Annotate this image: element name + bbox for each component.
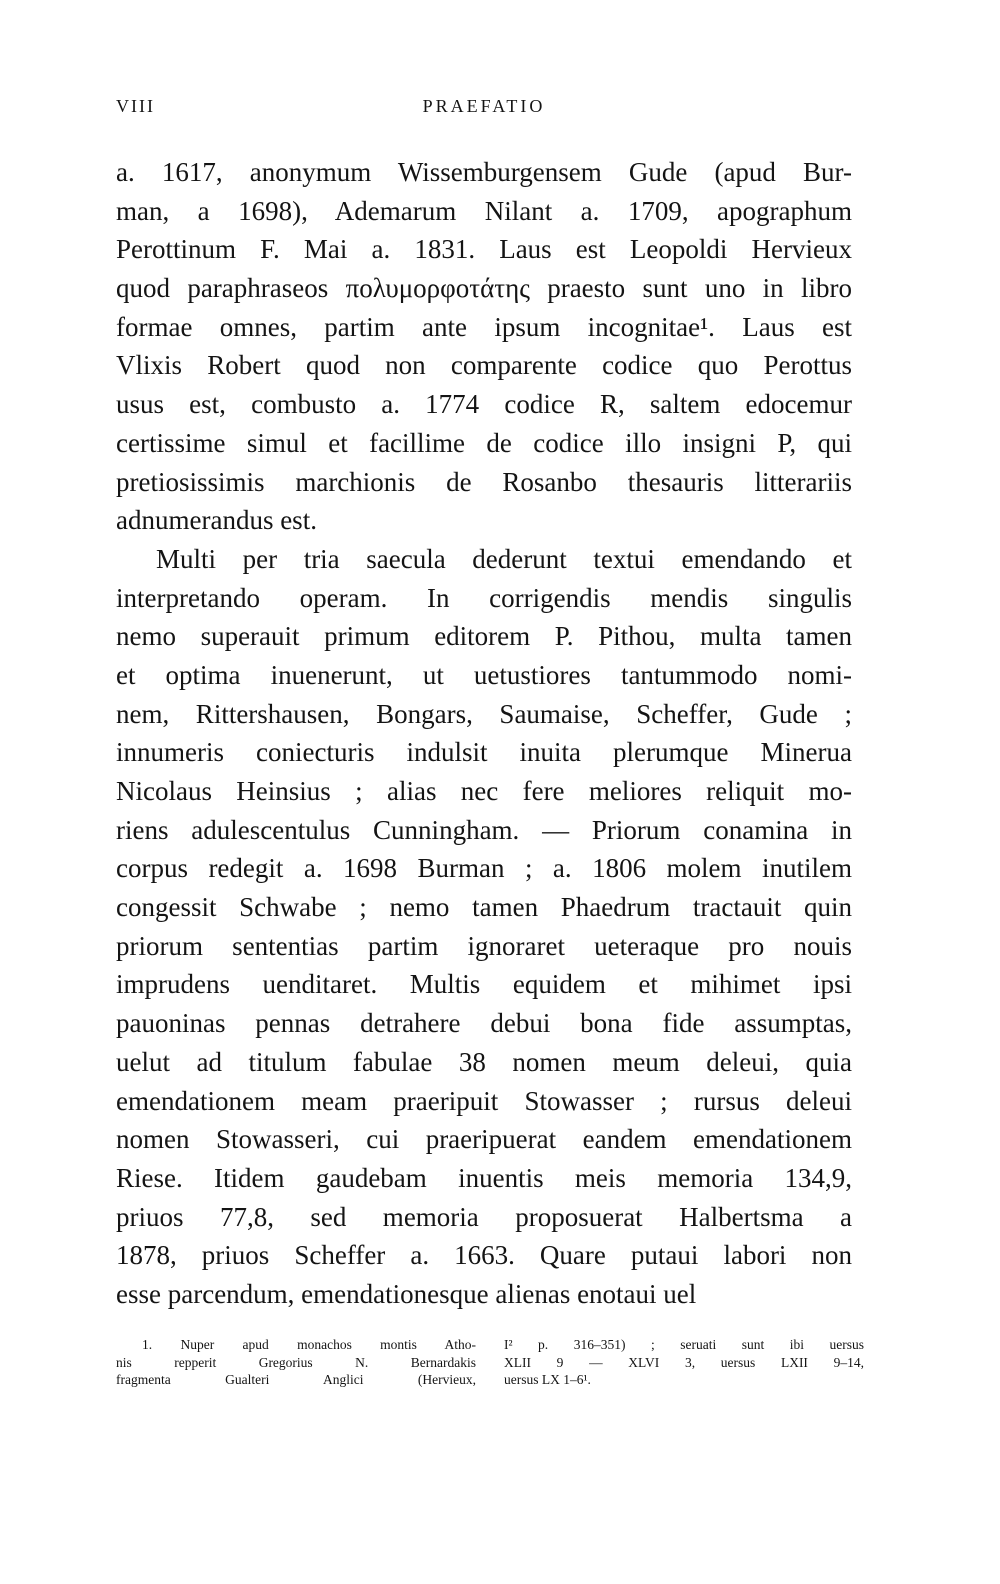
text-line: 1878, priuos Scheffer a. 1663. Quare putaui labori non xyxy=(116,1240,852,1271)
text-line: emendationem meam praeripuit Stowasser ; rursus deleui xyxy=(116,1085,852,1116)
text-line: innumeris coniecturis indulsit inuita plerumque Minerua xyxy=(116,737,852,768)
text-line: a. 1617, anonymum Wissemburgensem Gude (apud Bur- xyxy=(116,157,852,187)
text-line: pauoninas pennas detrahere debui bona fide assumptas, xyxy=(116,1008,852,1039)
text-line: interpretando operam. In corrigendis mendis singulis xyxy=(116,582,852,613)
text-line: uelut ad titulum fabulae 38 nomen meum deleui, quia xyxy=(116,1046,852,1077)
text-line: pretiosissimis marchionis de Rosanbo thesauris litterariis xyxy=(116,466,852,497)
text-line: nem, Rittershausen, Bongars, Saumaise, Scheffer, Gude ; xyxy=(116,698,852,729)
page-number: VIII xyxy=(116,96,155,116)
footnote-line: 1. Nuper apud monachos montis Atho- xyxy=(142,1337,476,1352)
footnote-right-column xyxy=(504,1336,864,1389)
text-line: quod paraphraseos πολυμορφοτάτης praesto sunt uno in libro xyxy=(116,273,852,304)
text-line: corpus redegit a. 1698 Burman ; a. 1806 molem inutilem xyxy=(116,853,852,884)
paragraph-1 xyxy=(116,153,852,540)
paragraph-2 xyxy=(116,540,852,1314)
body-text xyxy=(116,153,852,1314)
text-line: Vlixis Robert quod non comparente codice quo Perottus xyxy=(116,350,852,381)
footnote-line: fragmenta Gualteri Anglici (Hervieux, xyxy=(116,1372,476,1387)
running-title: PRAEFATIO xyxy=(422,96,546,116)
footnote-line: XLII 9 — XLVI 3, uersus LXII 9–14, xyxy=(504,1354,864,1370)
text-line: formae omnes, partim ante ipsum incognitae¹. Laus est xyxy=(116,311,852,342)
footnote-line: nis repperit Gregorius N. Bernardakis xyxy=(116,1354,476,1370)
text-line: esse parcendum, emendationesque alienas enotaui uel xyxy=(116,1278,697,1309)
text-line: riens adulescentulus Cunningham. — Priorum conamina in xyxy=(116,814,852,845)
footnote-left-column xyxy=(116,1336,476,1389)
text-line: Riese. Itidem gaudebam inuentis meis memoria 134,9, xyxy=(116,1162,852,1193)
text-line: Perottinum F. Mai a. 1831. Laus est Leopoldi Hervieux xyxy=(116,234,852,265)
text-line: man, a 1698), Ademarum Nilant a. 1709, apographum xyxy=(116,195,852,226)
text-line: usus est, combusto a. 1774 codice R, saltem edocemur xyxy=(116,389,852,420)
text-line: et optima inuenerunt, ut uetustiores tantummodo nomi- xyxy=(116,659,852,690)
text-line: adnumerandus est. xyxy=(116,505,317,536)
text-line: imprudens uenditaret. Multis equidem et mihimet ipsi xyxy=(116,969,852,1000)
text-line: certissime simul et facillime de codice illo insigni P, qui xyxy=(116,427,852,458)
text-line: priuos 77,8, sed memoria proposuerat Halbertsma a xyxy=(116,1201,852,1232)
text-line: nomen Stowasseri, cui praeripuerat eandem emendationem xyxy=(116,1124,852,1155)
text-line: congessit Schwabe ; nemo tamen Phaedrum tractauit quin xyxy=(116,892,852,923)
text-line: priorum sententias partim ignoraret ueteraque pro nouis xyxy=(116,930,852,961)
text-line: nemo superauit primum editorem P. Pithou, multa tamen xyxy=(116,621,852,652)
footnote-line: uersus LX 1–6¹. xyxy=(504,1372,591,1387)
text-line: Multi per tria saecula dederunt textui emendando et xyxy=(156,543,852,574)
text-line: Nicolaus Heinsius ; alias nec fere meliores reliquit mo- xyxy=(116,776,852,806)
running-head xyxy=(116,96,852,126)
footnote-line: I² p. 316–351) ; seruati sunt ibi uersus xyxy=(504,1337,864,1352)
